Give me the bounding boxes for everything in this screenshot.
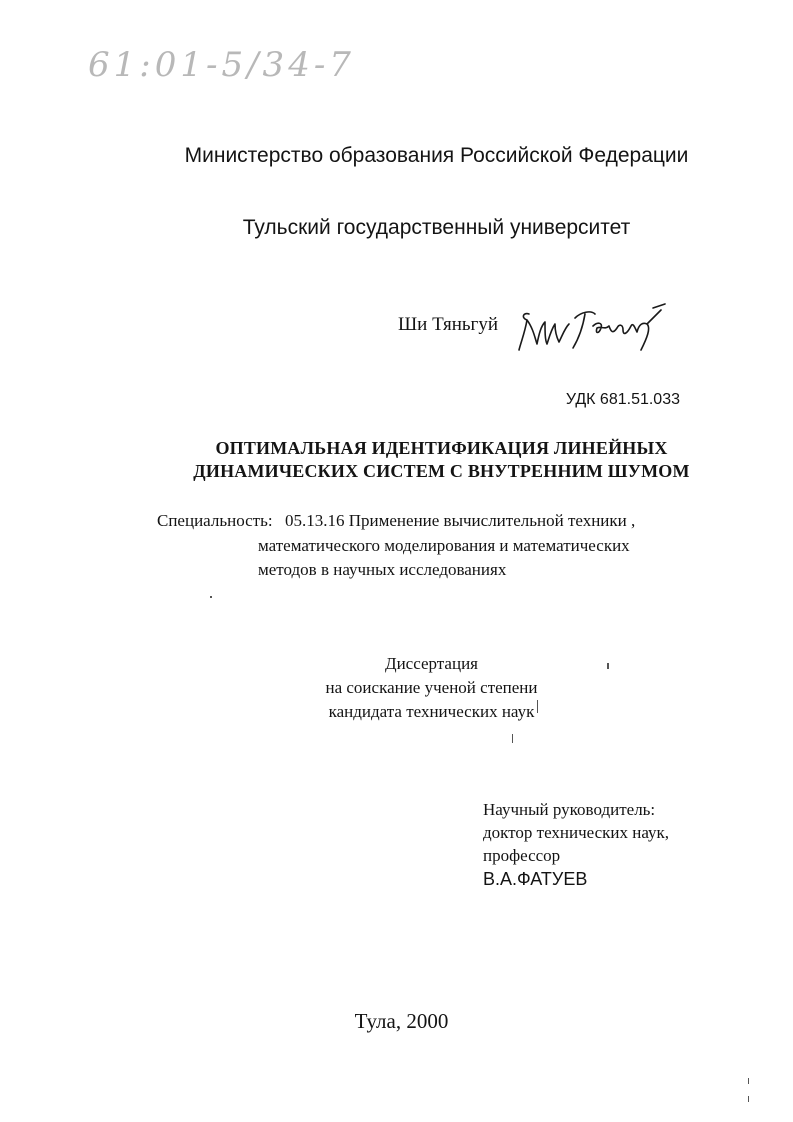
scan-speck bbox=[537, 700, 538, 713]
supervisor-rank: профессор bbox=[483, 846, 561, 865]
supervisor-degree: доктор технических наук, bbox=[483, 823, 670, 842]
scan-speck bbox=[748, 1078, 749, 1084]
scan-speck bbox=[210, 596, 212, 598]
city-and-year: Тула, 2000 bbox=[354, 1009, 449, 1033]
university-heading: Тульский государственный университет bbox=[242, 216, 631, 239]
dissertation-degree: кандидата технических наук bbox=[328, 702, 535, 721]
scan-speck bbox=[748, 1096, 749, 1102]
ministry-heading: Министерство образования Российской Федерации bbox=[184, 144, 689, 167]
specialty-line-2: математического моделирования и математических bbox=[258, 536, 630, 555]
author-signature bbox=[515, 298, 675, 358]
dissertation-type: Диссертация bbox=[384, 654, 478, 673]
scan-speck bbox=[607, 663, 609, 669]
archive-number-text: 61:01-5/34-7 bbox=[88, 45, 355, 85]
specialty-line-1: 05.13.16 Применение вычислительной техники , bbox=[285, 511, 636, 530]
dissertation-title-line-2: ДИНАМИЧЕСКИХ СИСТЕМ С ВНУТРЕННИМ ШУМОМ bbox=[193, 461, 690, 481]
supervisor-label: Научный руководитель: bbox=[483, 800, 656, 819]
specialty-label: Специальность: bbox=[157, 511, 273, 530]
udk-code: УДК 681.51.033 bbox=[565, 391, 680, 408]
archive-number-stamp bbox=[88, 40, 388, 90]
author-name: Ши Тяньгуй bbox=[398, 314, 499, 335]
scan-speck bbox=[512, 734, 513, 743]
dissertation-title-line-1: ОПТИМАЛЬНАЯ ИДЕНТИФИКАЦИЯ ЛИНЕЙНЫХ bbox=[215, 438, 668, 458]
dissertation-purpose: на соискание ученой степени bbox=[325, 678, 538, 697]
specialty-line-3: методов в научных исследованиях bbox=[258, 560, 507, 579]
supervisor-name: В.А.ФАТУЕВ bbox=[483, 869, 588, 889]
